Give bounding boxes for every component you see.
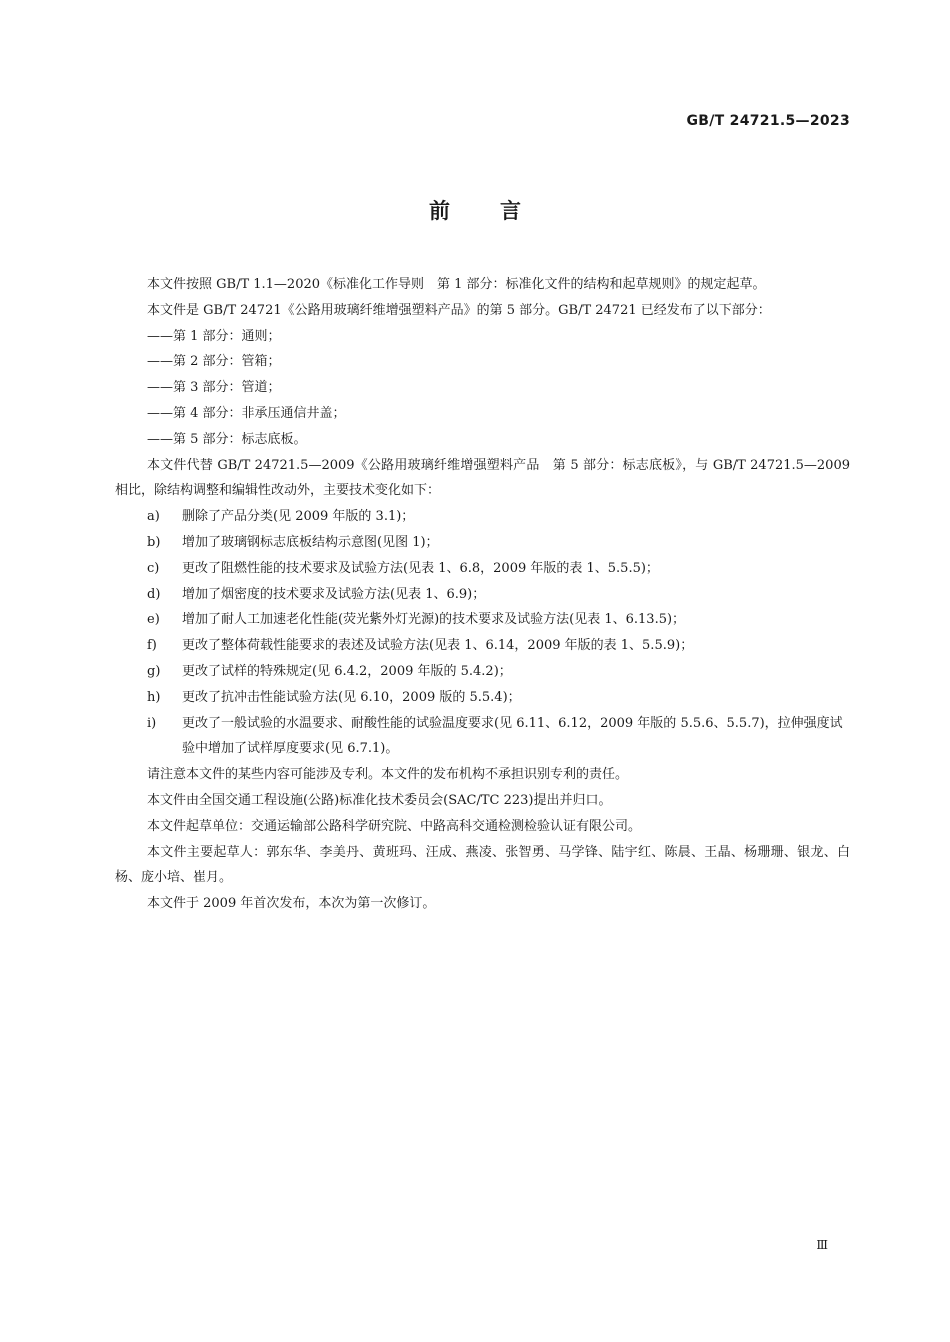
change-label: b) — [147, 534, 161, 550]
page-title: 前言 — [429, 199, 571, 223]
change-item — [115, 659, 850, 685]
paragraph: 本文件于 2009 年首次发布，本次为第一次修订。 — [147, 896, 436, 912]
change-text: 增加了耐人工加速老化性能(荧光紫外灯光源)的技术要求及试验方法(见表 1、6.13.5)； — [182, 612, 686, 628]
change-label: a) — [147, 509, 160, 525]
change-item — [115, 711, 850, 763]
change-item — [115, 556, 850, 582]
change-text: 更改了抗冲击性能试验方法(见 6.10，2009 版的 5.5.4)； — [182, 689, 521, 705]
change-item — [115, 504, 850, 530]
paragraph: 本文件由全国交通工程设施(公路)标准化技术委员会(SAC/TC 223)提出并归口。 — [147, 792, 612, 808]
page-number: Ⅲ — [816, 1238, 828, 1252]
change-label: h) — [147, 689, 161, 705]
paragraph: 本文件是 GB/T 24721《公路用玻璃纤维增强塑料产品》的第 5 部分。GB/T 24721 已经发布了以下部分： — [147, 302, 771, 318]
change-text: 更改了试样的特殊规定(见 6.4.2，2009 年版的 5.4.2)； — [182, 663, 512, 679]
paragraph: 本文件起草单位：交通运输部公路科学研究院、中路高科交通检测检验认证有限公司。 — [147, 818, 642, 834]
change-item — [115, 607, 850, 633]
change-label: i) — [147, 715, 157, 731]
part-item: ——第 4 部分：非承压通信井盖； — [147, 405, 346, 421]
change-label: f) — [147, 638, 157, 654]
change-label: d) — [147, 586, 161, 602]
paragraph: 本文件按照 GB/T 1.1—2020《标准化工作导则 第 1 部分：标准化文件的结构和起草规则》的规定起草。 — [147, 277, 766, 292]
change-text: 更改了阻燃性能的技术要求及试验方法(见表 1、6.8，2009 年版的表 1、5.5.5)； — [182, 560, 659, 576]
paragraph: 本文件主要起草人：郭东华、李美丹、黄班玛、汪成、燕凌、张智勇、马学锋、陆宇红、陈晨、王晶、杨珊珊、银龙、白杨、庞小培、崔月。 — [115, 844, 850, 886]
change-text: 删除了产品分类(见 2009 年版的 3.1)； — [182, 509, 415, 525]
part-item: ——第 5 部分：标志底板。 — [147, 431, 307, 447]
part-item: ——第 3 部分：管道； — [147, 380, 281, 396]
change-item — [115, 633, 850, 659]
change-text: 更改了一般试验的水温要求、耐酸性能的试验温度要求(见 6.11、6.12，2009 年版的 5.5.6、5.5.7)，拉伸强度试验中增加了试样厚度要求(见 6.7.1)。 — [182, 715, 843, 757]
replace-paragraph: 本文件代替 GB/T 24721.5—2009《公路用玻璃纤维增强塑料产品 第 5 部分：标志底板》，与 GB/T 24721.5—2009 相比，除结构调整和编辑性改动外，主要技术变化如下： — [115, 457, 850, 499]
change-item — [115, 530, 850, 556]
change-label: g) — [147, 663, 161, 679]
change-text: 更改了整体荷载性能要求的表述及试验方法(见表 1、6.14，2009 年版的表 1、5.5.9)； — [182, 638, 694, 654]
change-label: c) — [147, 560, 160, 576]
change-label: e) — [147, 612, 160, 628]
change-item — [115, 685, 850, 711]
change-text: 增加了玻璃钢标志底板结构示意图(见图 1)； — [182, 534, 439, 550]
part-item: ——第 1 部分：通则； — [147, 328, 281, 344]
document-body — [115, 272, 850, 917]
change-text: 增加了烟密度的技术要求及试验方法(见表 1、6.9)； — [182, 586, 486, 602]
part-item: ——第 2 部分：管箱； — [147, 354, 281, 370]
paragraph: 请注意本文件的某些内容可能涉及专利。本文件的发布机构不承担识别专利的责任。 — [147, 767, 629, 783]
change-item — [115, 582, 850, 608]
standard-code: GB/T 24721.5—2023 — [686, 113, 850, 129]
